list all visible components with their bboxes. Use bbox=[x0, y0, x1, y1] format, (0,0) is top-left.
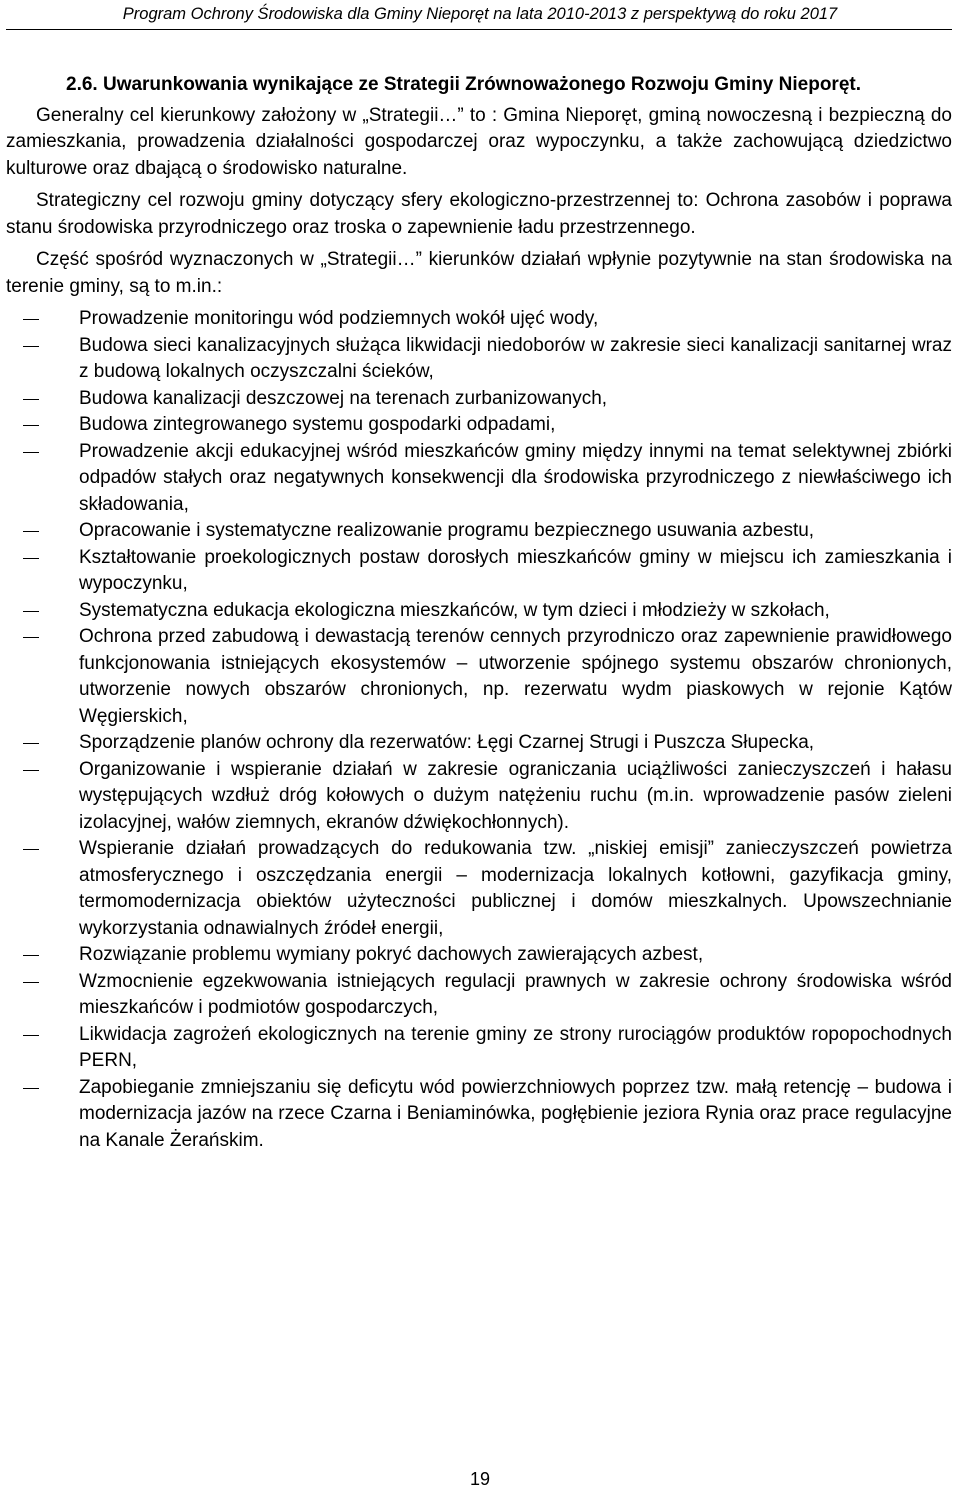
page-number: 19 bbox=[469, 1469, 491, 1489]
list-item-text: Systematyczna edukacja ekologiczna mieszkańców, w tym dzieci i młodzieży w szkołach, bbox=[79, 599, 830, 621]
paragraph-general-goal: Generalny cel kierunkowy założony w „Strategii…” to : Gmina Nieporęt, gminą nowoczesną i bezpieczną do zamieszkania, prowadzenia działalności gospodarczej oraz wypoczynku, a także zachowującą dziedzictwo kulturowe oraz dbającą o środowisko naturalne. bbox=[6, 104, 952, 179]
list-item bbox=[6, 730, 952, 757]
list-item bbox=[6, 757, 952, 837]
dash-bullet-icon bbox=[23, 319, 39, 320]
list-item bbox=[6, 598, 952, 625]
header-divider bbox=[6, 29, 952, 30]
list-item-text: Ochrona przed zabudową i dewastacją terenów cennych przyrodniczo oraz zapewnienie prawidłowego funkcjonowania istniejących ekosystemów – utworzenie spójnego systemu obszarów chronionych, utworzenie nowych obszarów chronionych, np. rezerwatu wydm piaskowych w rejonie Kątów Węgierskich, bbox=[79, 626, 952, 727]
dash-bullet-icon bbox=[23, 346, 39, 347]
list-item-text: Wspieranie działań prowadzących do redukowania tzw. „niskiej emisji” zanieczyszczeń powietrza atmosferycznego i oszczędzania energii – modernizacja lokalnych kotłowni, gazyfikacja gminy, termomodernizacja obiektów użyteczności publicznej i domów mieszkalnych. Upowszechnianie wykorzystania odnawialnych źródeł energii, bbox=[79, 838, 952, 939]
dash-bullet-icon bbox=[23, 955, 39, 956]
dash-bullet-icon bbox=[23, 1035, 39, 1036]
list-item-text: Sporządzenie planów ochrony dla rezerwatów: Łęgi Czarnej Strugi i Puszcza Słupecka, bbox=[79, 732, 815, 753]
list-item-text: Wzmocnienie egzekwowania istniejących regulacji prawnych w zakresie ochrony środowiska wśród mieszkańców i podmiotów gospodarczych, bbox=[79, 970, 952, 1018]
paragraph-directions-intro: Część spośród wyznaczonych w „Strategii…” kierunków działań wpłynie pozytywnie na stan środowiska na terenie gminy, są to m.in.: bbox=[6, 249, 952, 297]
paragraph-strategic-goal: Strategiczny cel rozwoju gminy dotyczący sfery ekologiczno-przestrzennej to: Ochrona zasobów i poprawa stanu środowiska przyrodniczego oraz troska o zapewnienie ładu przestrzennego. bbox=[6, 190, 952, 238]
dash-bullet-icon bbox=[23, 558, 39, 559]
list-item-text: Zapobieganie zmniejszaniu się deficytu wód powierzchniowych poprzez tzw. małą retencję – budowa i modernizacja jazów na rzece Czarna i Beniaminówka, pogłębienie jeziora Rynia oraz prace regulacyjne na Kanale Żerańskim. bbox=[79, 1076, 952, 1151]
list-item bbox=[6, 836, 952, 942]
list-item-text: Budowa zintegrowanego systemu gospodarki odpadami, bbox=[79, 414, 556, 435]
directions-list bbox=[6, 306, 952, 1154]
dash-bullet-icon bbox=[23, 611, 39, 612]
page-header: Program Ochrony Środowiska dla Gminy Nieporęt na lata 2010-2013 z perspektywą do roku 2017 bbox=[122, 5, 838, 23]
list-item-text: Organizowanie i wspieranie działań w zakresie ograniczania uciążliwości zanieczyszczeń i hałasu występujących wzdłuż dróg kołowych o dużym natężeniu ruchu (m.in. wprowadzenie pasów zieleni izolacyjnej, wałów ziemnych, ekranów dźwiękochłonnych). bbox=[79, 758, 952, 833]
list-item bbox=[6, 545, 952, 598]
section-heading: 2.6. Uwarunkowania wynikające ze Strategii Zrównoważonego Rozwoju Gminy Nieporęt. bbox=[66, 74, 861, 95]
dash-bullet-icon bbox=[23, 1088, 39, 1089]
list-item bbox=[6, 1022, 952, 1075]
list-item-text: Prowadzenie monitoringu wód podziemnych wokół ujęć wody, bbox=[79, 308, 599, 329]
list-item-text: Kształtowanie proekologicznych postaw dorosłych mieszkańców gminy w miejscu ich zamieszkania i wypoczynku, bbox=[79, 546, 952, 594]
dash-bullet-icon bbox=[23, 770, 39, 771]
dash-bullet-icon bbox=[23, 399, 39, 400]
list-item bbox=[6, 969, 952, 1022]
list-item-text: Budowa kanalizacji deszczowej na terenach zurbanizowanych, bbox=[79, 387, 608, 409]
dash-bullet-icon bbox=[23, 743, 39, 744]
dash-bullet-icon bbox=[23, 849, 39, 850]
dash-bullet-icon bbox=[23, 982, 39, 983]
list-item bbox=[6, 333, 952, 386]
list-item bbox=[6, 306, 952, 333]
list-item bbox=[6, 1075, 952, 1155]
dash-bullet-icon bbox=[23, 531, 39, 532]
list-item-text: Likwidacja zagrożeń ekologicznych na terenie gminy ze strony rurociągów produktów ropopochodnych PERN, bbox=[79, 1023, 952, 1071]
list-item bbox=[6, 942, 952, 969]
list-item-text: Prowadzenie akcji edukacyjnej wśród mieszkańców gminy między innymi na temat selektywnej zbiórki odpadów stałych oraz negatywnych konsekwencji dla środowiska przyrodniczego z niewłaściwego ich składowania, bbox=[79, 440, 952, 515]
list-item bbox=[6, 518, 952, 545]
document-body bbox=[6, 72, 952, 1154]
list-item bbox=[6, 624, 952, 730]
list-item-text: Opracowanie i systematyczne realizowanie programu bezpiecznego usuwania azbestu, bbox=[79, 520, 815, 541]
dash-bullet-icon bbox=[23, 452, 39, 453]
dash-bullet-icon bbox=[23, 637, 39, 638]
dash-bullet-icon bbox=[23, 425, 39, 426]
list-item bbox=[6, 386, 952, 413]
list-item-text: Budowa sieci kanalizacyjnych służąca likwidacji niedoborów w zakresie sieci kanalizacji sanitarnej wraz z budową lokalnych oczyszczalni ścieków, bbox=[79, 334, 952, 382]
list-item bbox=[6, 439, 952, 519]
list-item-text: Rozwiązanie problemu wymiany pokryć dachowych zawierających azbest, bbox=[79, 944, 704, 965]
list-item bbox=[6, 412, 952, 439]
